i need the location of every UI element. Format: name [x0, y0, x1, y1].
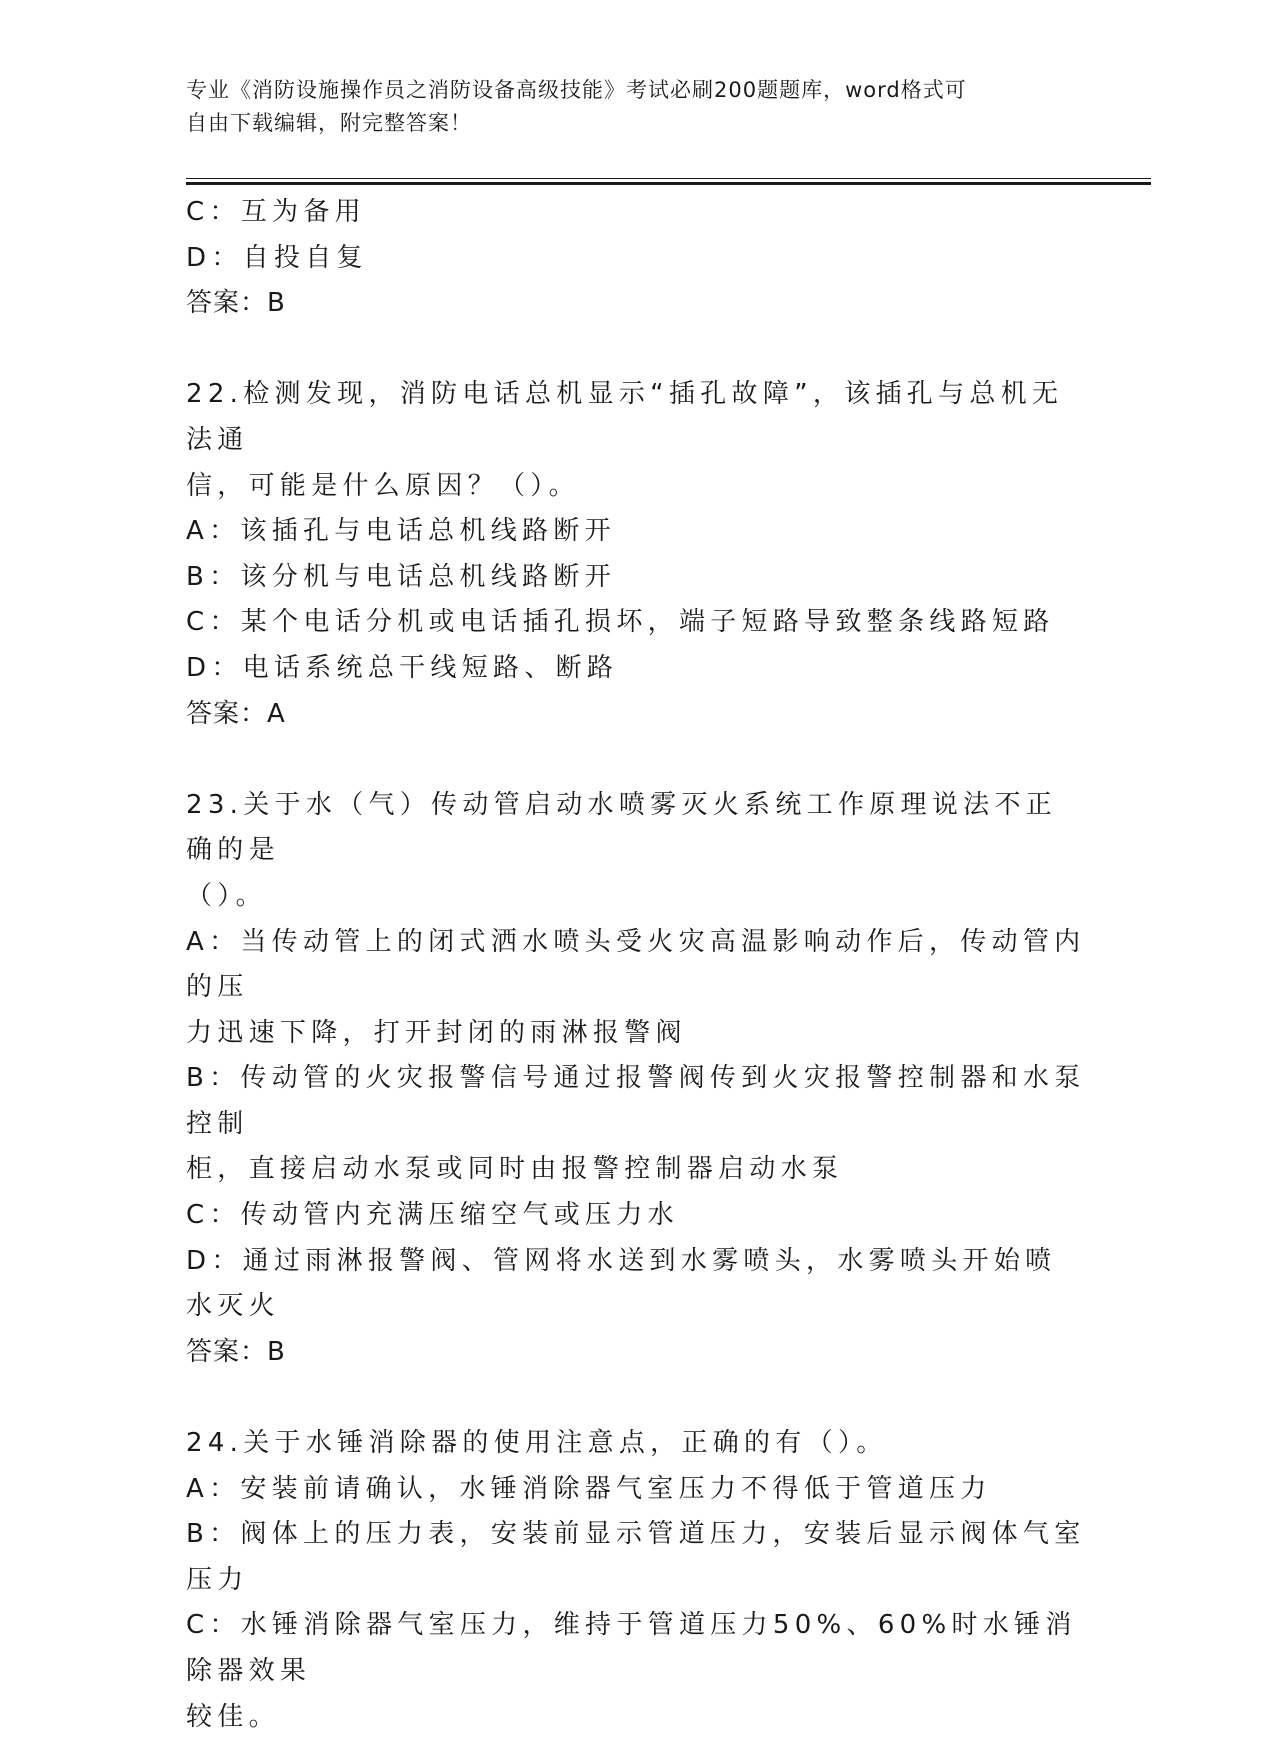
question-stem-line-2: 信，可能是什么原因？（）。: [186, 470, 580, 501]
spacer: [186, 327, 1086, 373]
question-stem: 24.关于水锤消除器的使用注意点，正确的有（）。: [186, 1428, 888, 1459]
spacer: [186, 737, 1086, 783]
option-c-line-2: 较佳。: [186, 1701, 280, 1732]
answer-line: 答案：A: [186, 698, 286, 729]
option-a-line-2: 力迅速下降，打开封闭的雨淋报警阀: [186, 1017, 687, 1048]
header-divider-thin: [186, 178, 1151, 179]
option-b: B：阀体上的压力表，安装前显示管道压力，安装后显示阀体气室压力: [186, 1519, 1086, 1595]
answer-line: 答案：B: [186, 1336, 286, 1367]
option-d: D：自投自复: [186, 242, 368, 273]
question-22: [186, 372, 1086, 737]
question-23: [186, 783, 1086, 1376]
option-c-line-1: C：水锤消除器气室压力，维持于管道压力50%、60%时水锤消除器效果: [186, 1610, 1077, 1686]
question-stem-line-1: 23.关于水（气）传动管启动水喷雾灭火系统工作原理说法不正确的是: [186, 789, 1058, 866]
option-c: C：某个电话分机或电话插孔损坏，端子短路导致整条线路短路: [186, 607, 1055, 638]
option-c: C：传动管内充满压缩空气或压力水: [186, 1200, 679, 1231]
header-line-1: 专业《消防设施操作员之消防设备高级技能》考试必刷200题题库，word格式可: [186, 78, 967, 102]
option-a: A：安装前请确认，水锤消除器气室压力不得低于管道压力: [186, 1473, 992, 1504]
option-d: D：电话系统总干线短路、断路: [186, 652, 619, 683]
question-21-tail: [186, 190, 1086, 327]
document-header: [186, 74, 1066, 140]
question-stem-line-2: （）。: [186, 880, 267, 911]
answer-line: 答案：B: [186, 288, 286, 319]
option-b: B：该分机与电话总机线路断开: [186, 561, 617, 592]
question-24: [186, 1421, 1086, 1740]
header-divider-thick: [186, 182, 1151, 185]
question-stem-line-1: 22.检测发现，消防电话总机显示“插孔故障”，该插孔与总机无法通: [186, 379, 1064, 455]
option-a-line-1: A：当传动管上的闭式洒水喷头受火灾高温影响动作后，传动管内的压: [186, 926, 1086, 1003]
option-d: D：通过雨淋报警阀、管网将水送到水雾喷头，水雾喷头开始喷水灭火: [186, 1245, 1057, 1322]
option-c: C：互为备用: [186, 197, 366, 227]
option-a: A：该插孔与电话总机线路断开: [186, 516, 616, 547]
spacer: [186, 1375, 1086, 1421]
header-line-2: 自由下载编辑，附完整答案！: [186, 111, 472, 135]
option-b-line-1: B：传动管的火灾报警信号通过报警阀传到火灾报警控制器和水泵控制: [186, 1063, 1086, 1139]
question-list: [186, 190, 1086, 1740]
option-b-line-2: 柜，直接启动水泵或同时由报警控制器启动水泵: [186, 1154, 844, 1185]
